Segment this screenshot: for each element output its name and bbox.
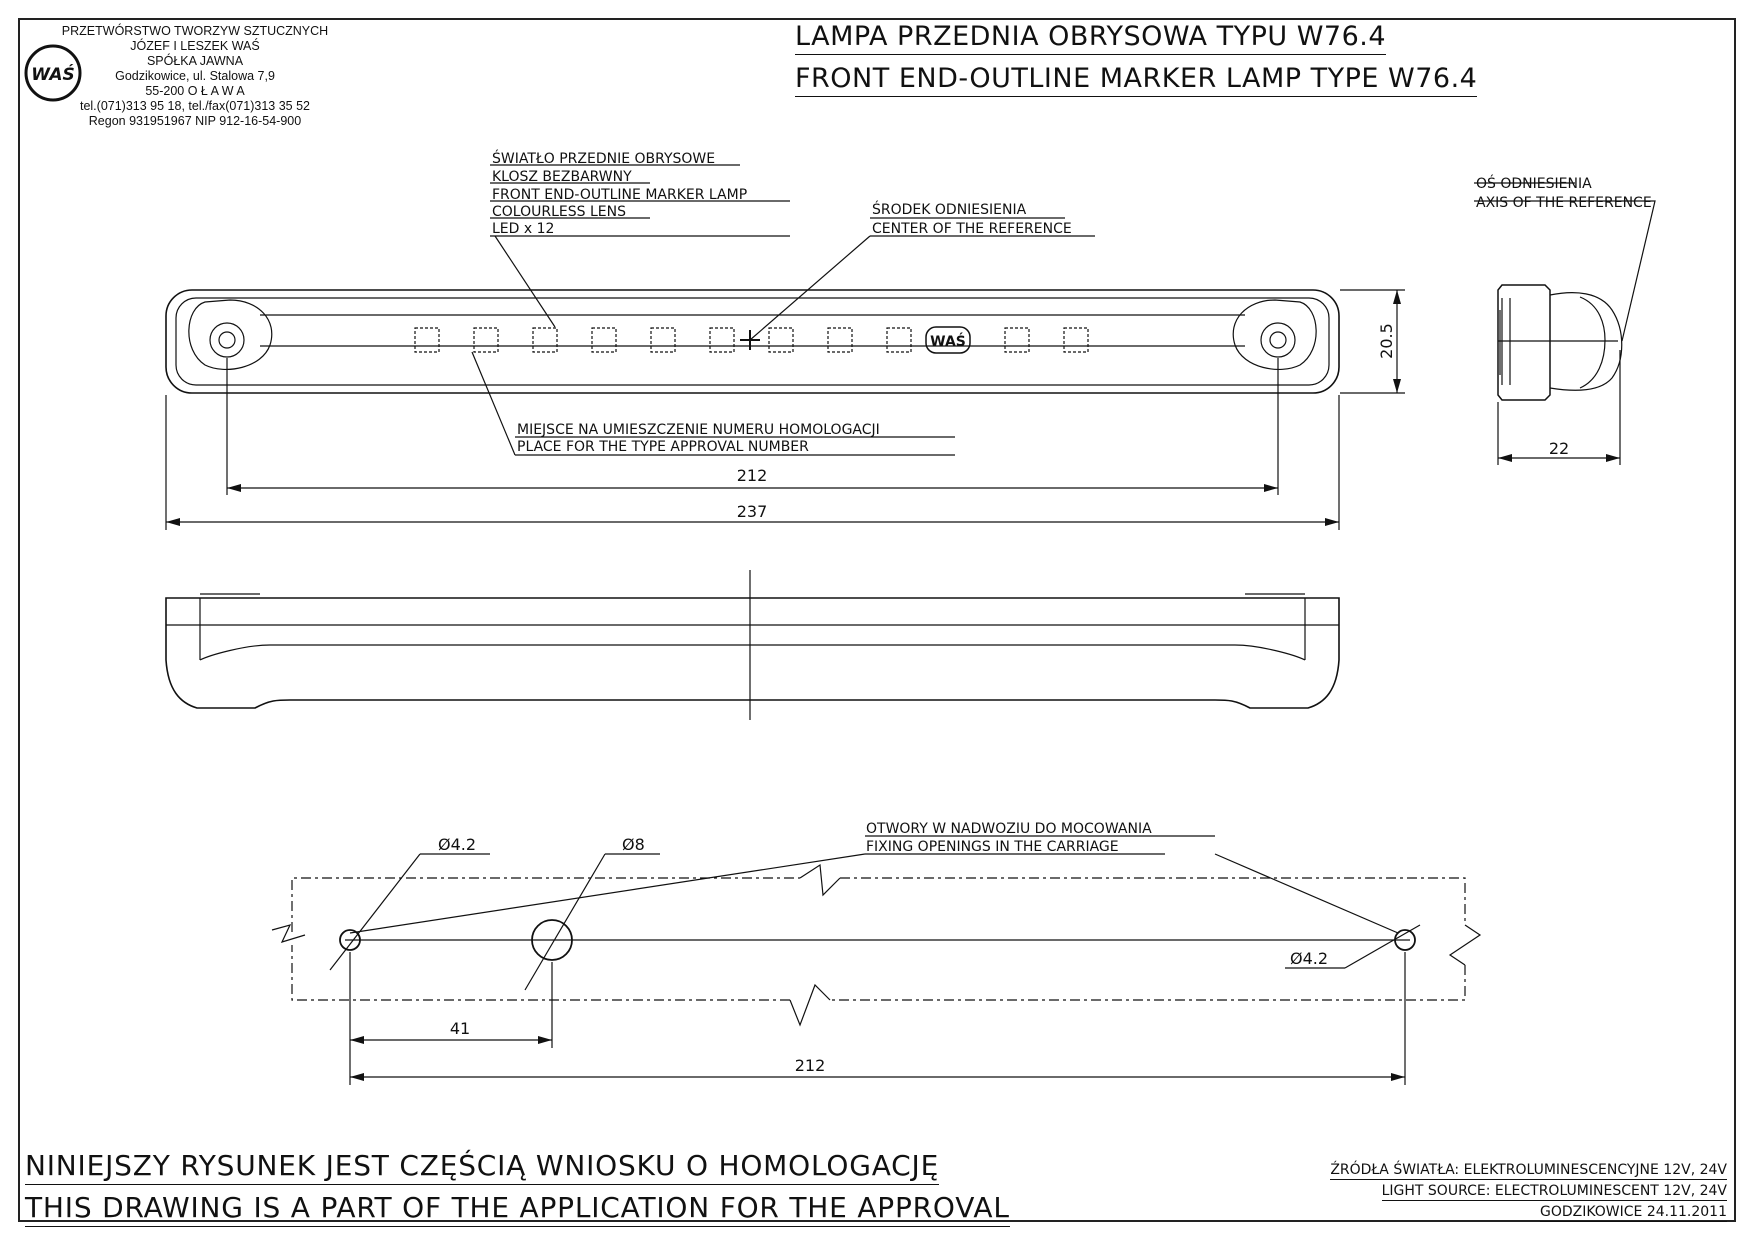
logo-text: WAŚ (31, 65, 75, 85)
lamp-front-view (166, 290, 1339, 393)
label-led-count: LED x 12 (492, 221, 555, 237)
dim-hole-spacing: 212 (736, 466, 768, 485)
label-lamp-polish-1: ŚWIATŁO PRZEDNIE OBRYSOWE (492, 151, 716, 167)
break-lines (272, 865, 1480, 1025)
label-fixing-english: FIXING OPENINGS IN THE CARRIAGE (866, 839, 1119, 855)
footer-light-source-english: LIGHT SOURCE: ELECTROLUMINESCENT 12V, 24V (1381, 1183, 1727, 1199)
company-registration: Regon 931951967 NIP 912-16-54-900 (88, 114, 302, 128)
dim-hole-large: Ø8 (622, 835, 645, 854)
company-street: Godzikowice, ul. Stalowa 7,9 (115, 69, 275, 83)
label-center-polish: ŚRODEK ODNIESIENIA (872, 202, 1027, 218)
dim-hole-small-right: Ø4.2 (1290, 949, 1329, 968)
company-city: 55-200 O Ł A W A (145, 84, 245, 98)
label-axis-english: AXIS OF THE REFERENCE (1476, 195, 1652, 211)
label-lamp-english-2: COLOURLESS LENS (492, 204, 626, 220)
title-english: FRONT END-OUTLINE MARKER LAMP TYPE W76.4 (795, 62, 1477, 97)
dim-height: 20.5 (1377, 323, 1396, 359)
lamp-top-view (166, 570, 1339, 720)
footer-english: THIS DRAWING IS A PART OF THE APPLICATION FOR THE APPROVAL (25, 1190, 1010, 1227)
label-fixing-polish: OTWORY W NADWOZIU DO MOCOWANIA (866, 821, 1152, 837)
footer-date: GODZIKOWICE 24.11.2011 (1539, 1204, 1727, 1220)
label-lamp-english-1: FRONT END-OUTLINE MARKER LAMP (492, 187, 748, 203)
company-phone: tel.(071)313 95 18, tel./fax(071)313 35 52 (79, 99, 311, 113)
brand-mark: WAŚ (930, 334, 966, 350)
label-approval-polish: MIEJSCE NA UMIESZCZENIE NUMERU HOMOLOGACJI (517, 422, 880, 438)
dim-offset: 41 (449, 1019, 471, 1038)
title-polish: LAMPA PRZEDNIA OBRYSOWA TYPU W76.4 (795, 20, 1386, 55)
footer-polish: NINIEJSZY RYSUNEK JEST CZĘŚCIĄ WNIOSKU O HOMOLOGACJĘ (25, 1148, 939, 1185)
mounting-pattern (292, 878, 1465, 1000)
label-axis-polish: OŚ ODNIESIENIA (1476, 176, 1592, 192)
label-center-english: CENTER OF THE REFERENCE (872, 221, 1072, 237)
dim-overall-length: 237 (736, 502, 768, 521)
company-type: SPÓŁKA JAWNA (146, 54, 244, 68)
dim-hole-spacing-bottom: 212 (794, 1056, 826, 1075)
label-approval-english: PLACE FOR THE TYPE APPROVAL NUMBER (517, 439, 809, 455)
footer-light-source-polish: ŹRÓDŁA ŚWIATŁA: ELEKTROLUMINESCENCYJNE 12V, 24V (1330, 1162, 1727, 1178)
company-name: PRZETWÓRSTWO TWORZYW SZTUCZNYCH (61, 24, 329, 38)
lamp-side-view (1498, 285, 1622, 400)
dim-depth: 22 (1548, 439, 1570, 458)
company-owners: JÓZEF I LESZEK WAŚ (130, 39, 260, 53)
label-lamp-polish-2: KLOSZ BEZBARWNY (492, 169, 632, 185)
dim-hole-small-left: Ø4.2 (438, 835, 477, 854)
